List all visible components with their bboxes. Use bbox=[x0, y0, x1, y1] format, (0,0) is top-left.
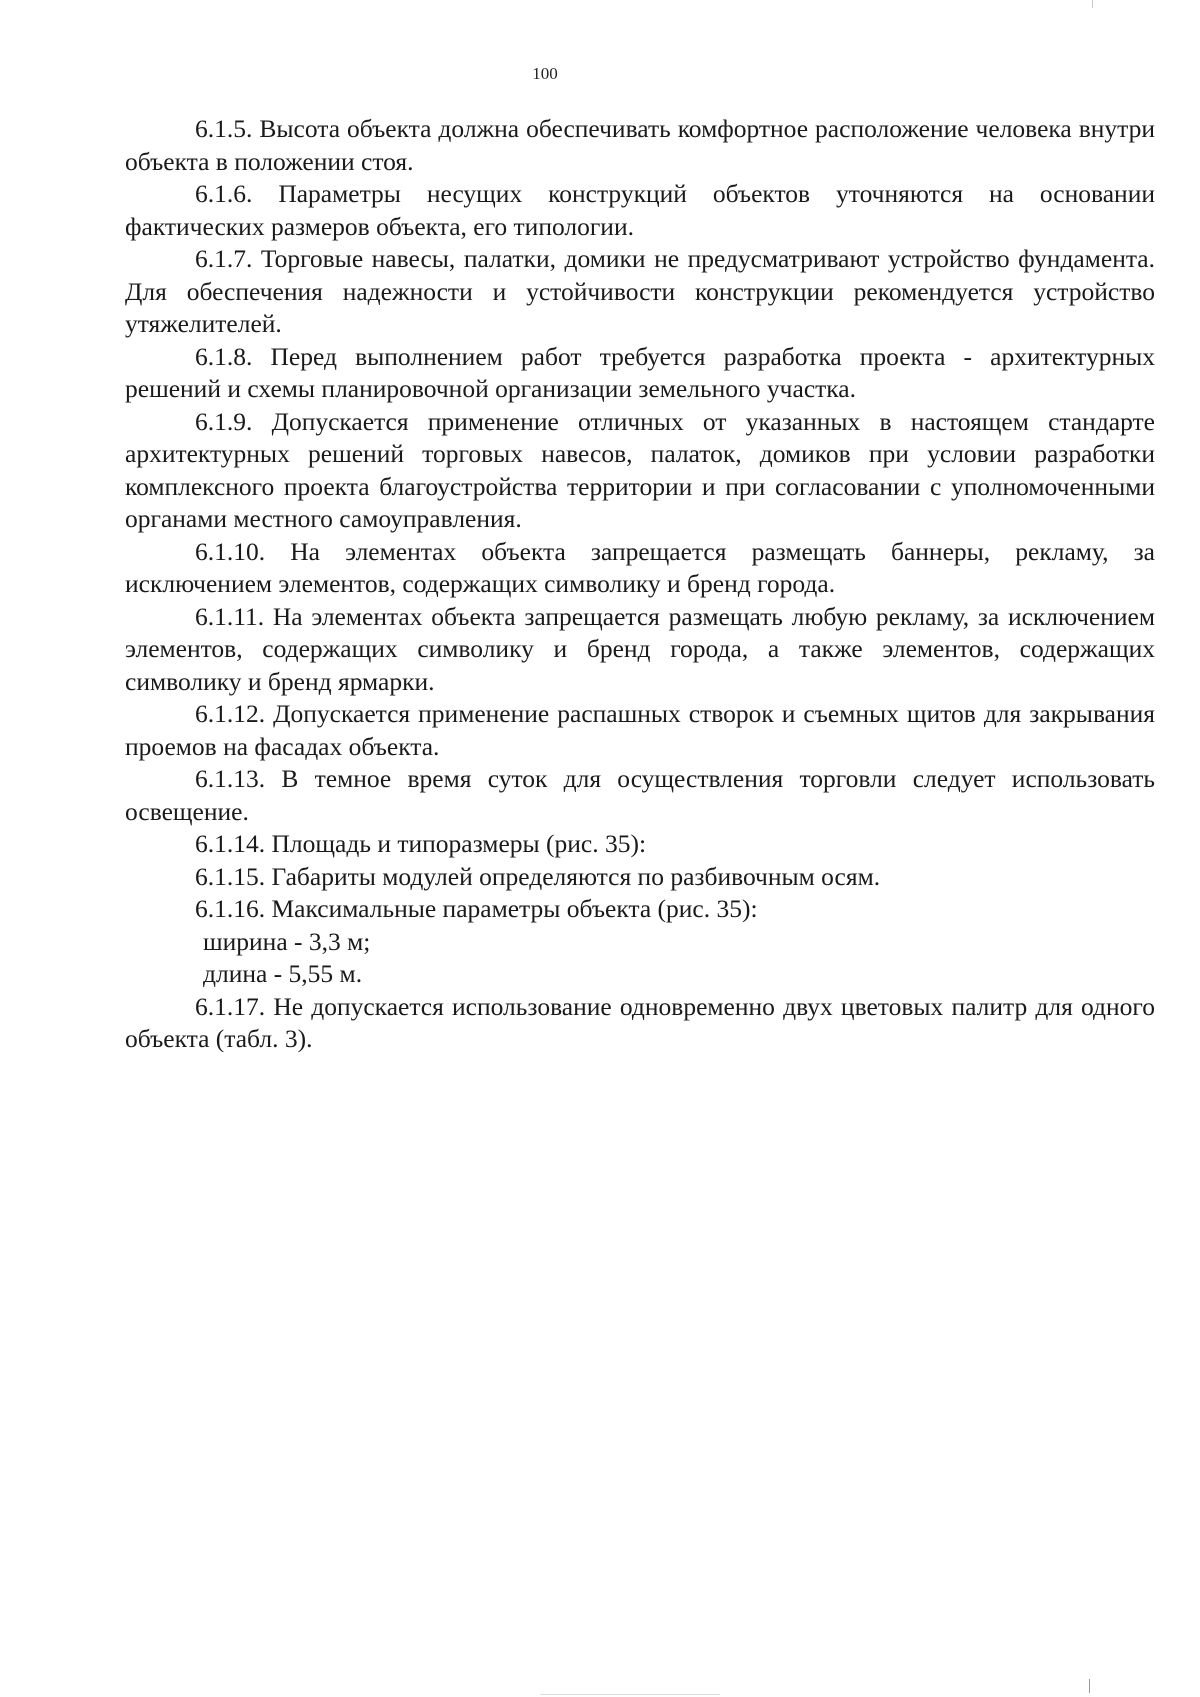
paragraph-6-1-16: 6.1.16. Максимальные параметры объекта (рис. 35): bbox=[195, 894, 758, 923]
paragraph-6-1-12: 6.1.12. Допускается применение распашных створок и съемных щитов для закрывания проемов на фасадах объекта. bbox=[125, 699, 1155, 761]
paragraph-6-1-14: 6.1.14. Площадь и типоразмеры (рис. 35): bbox=[195, 829, 647, 858]
scan-artifact-bottom bbox=[1089, 1679, 1090, 1693]
list-item-width: ширина - 3,3 м; bbox=[203, 926, 371, 956]
list-item-length: длина - 5,55 м. bbox=[203, 959, 363, 988]
paragraph-6-1-13: 6.1.13. В темное время суток для осуществления торговли следует использовать освещение. bbox=[125, 764, 1155, 826]
paragraph-6-1-10: 6.1.10. На элементах объекта запрещается размещать баннеры, рекламу, за исключением элементов, содержащих символику и бренд города. bbox=[125, 536, 1155, 598]
page-number: 100 bbox=[532, 64, 558, 83]
document-body bbox=[125, 113, 1155, 1056]
paragraph-6-1-8: 6.1.8. Перед выполнением работ требуется разработка проекта - архитектурных решений и схемы планировочной организации земельного участка. bbox=[125, 341, 1155, 403]
scan-artifact-bottom-line bbox=[540, 1694, 720, 1695]
paragraph-6-1-9: 6.1.9. Допускается применение отличных от указанных в настоящем стандарте архитектурных решений торговых навесов, палаток, домиков при условии разработки комплексного проекта благоустройства территории и при согласовании с уполномоченными органами местного самоуправления. bbox=[125, 406, 1155, 533]
paragraph-6-1-6: 6.1.6. Параметры несущих конструкций объектов уточняются на основании фактических размеров объекта, его типологии. bbox=[125, 179, 1155, 241]
paragraph-6-1-15: 6.1.15. Габариты модулей определяются по разбивочным осям. bbox=[195, 861, 881, 891]
paragraph-6-1-11: 6.1.11. На элементах объекта запрещается размещать любую рекламу, за исключением элементов, содержащих символику и бренд города, а также элементов, содержащих символику и бренд ярмарки. bbox=[125, 601, 1155, 696]
paragraph-6-1-17: 6.1.17. Не допускается использование одновременно двух цветовых палитр для одного объекта (табл. 3). bbox=[125, 991, 1155, 1053]
paragraph-6-1-7: 6.1.7. Торговые навесы, палатки, домики не предусматривают устройство фундамента. Для обеспечения надежности и устойчивости конструкции рекомендуется устройство утяжелителей. bbox=[125, 244, 1155, 338]
paragraph-6-1-5: 6.1.5. Высота объекта должна обеспечивать комфортное расположение человека внутри объекта в положении стоя. bbox=[125, 114, 1155, 176]
scan-artifact-top bbox=[1092, 0, 1093, 8]
